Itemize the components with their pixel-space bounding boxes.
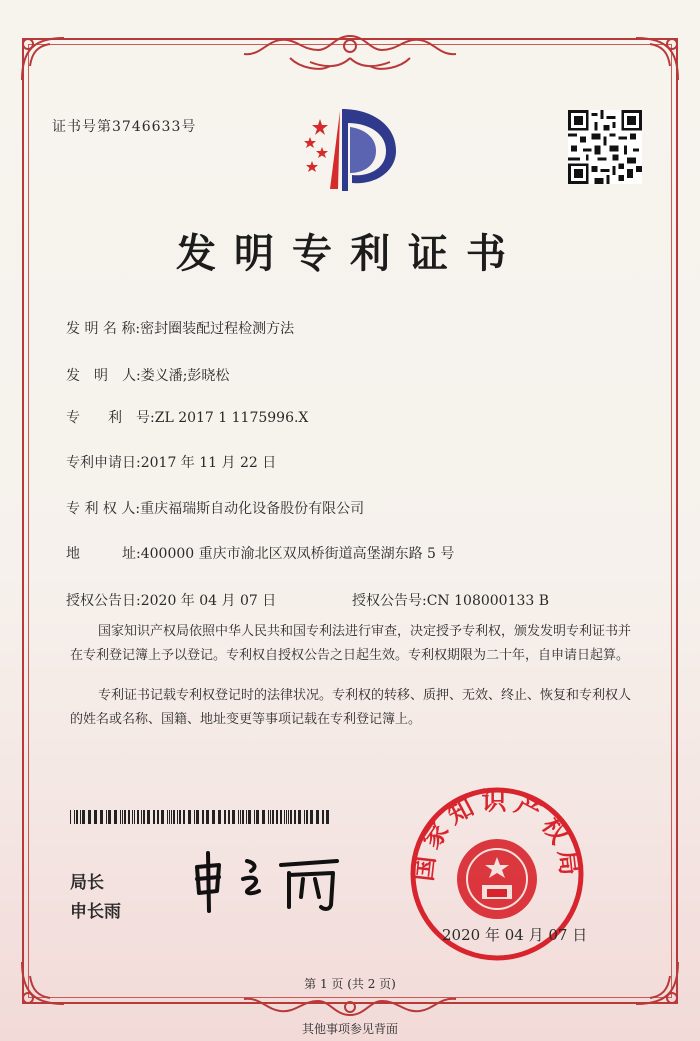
- certificate-title: 发明专利证书: [176, 230, 524, 277]
- field-value: 娄义潘;彭晓松: [140, 368, 230, 384]
- field-patentee: [66, 498, 364, 518]
- field-label: 发 明 名 称:: [66, 321, 141, 337]
- field-value: 400000 重庆市渝北区双凤桥街道高堡湖东路 5 号: [140, 546, 455, 562]
- field-label: 授权公告日:: [66, 593, 141, 609]
- page-indicator: 第 1 页 (共 2 页): [304, 977, 396, 991]
- field-inventor: [66, 365, 229, 385]
- field-label: 授权公告号:: [352, 593, 427, 609]
- field-label: 发 明 人:: [66, 368, 141, 384]
- field-value: 2020 年 04 月 07 日: [140, 593, 277, 609]
- field-value: CN 108000133 B: [426, 593, 550, 609]
- field-label: 专利申请日:: [66, 455, 141, 471]
- corner-ornament-top-right: [626, 30, 686, 90]
- field-value: 2017 年 11 月 22 日: [140, 455, 277, 471]
- field-invention-name: [66, 318, 294, 338]
- footer-note: 其他事项参见背面: [301, 1022, 398, 1036]
- qr-code-icon[interactable]: [568, 110, 642, 184]
- signature-image: [185, 845, 355, 915]
- director-name: 申长雨: [70, 902, 121, 922]
- seal-text: 国家知识产权局: [408, 786, 586, 883]
- body-paragraph-1: 国家知识产权局依照中华人民共和国专利法进行审查，决定授予专利权，颁发发明专利证书并在专利登记簿上予以登记。专利权自授权公告之日起生效。专利权期限为二十年，自申请日起算。: [70, 624, 632, 663]
- corner-ornament-top-left: [14, 30, 74, 90]
- field-grant-number: [352, 590, 549, 610]
- field-value: 密封圈装配过程检测方法: [140, 321, 295, 337]
- field-grant-date: [66, 590, 276, 610]
- field-patent-number: [66, 407, 308, 427]
- cnipa-logo-icon: [290, 103, 408, 195]
- top-ornament: [230, 28, 470, 78]
- field-label: 专 利 权 人:: [66, 501, 141, 517]
- issue-date: 2020 年 04 月 07 日: [442, 926, 588, 944]
- field-label: 专 利 号:: [66, 410, 155, 426]
- body-paragraph-2: 专利证书记载专利权登记时的法律状况。专利权的转移、质押、无效、终止、恢复和专利权人的姓名或名称、国籍、地址变更等事项记载在专利登记簿上。: [70, 688, 632, 727]
- field-label: 地 址:: [66, 546, 141, 562]
- field-address: [66, 543, 454, 563]
- certificate-number: 证书号第3746633号: [52, 119, 197, 135]
- field-application-date: [66, 452, 276, 472]
- director-title: 局长: [70, 873, 104, 893]
- barcode-strip: [70, 810, 330, 824]
- field-value: ZL 2017 1 1175996.X: [154, 410, 309, 426]
- field-value: 重庆福瑞斯自动化设备股份有限公司: [140, 501, 365, 517]
